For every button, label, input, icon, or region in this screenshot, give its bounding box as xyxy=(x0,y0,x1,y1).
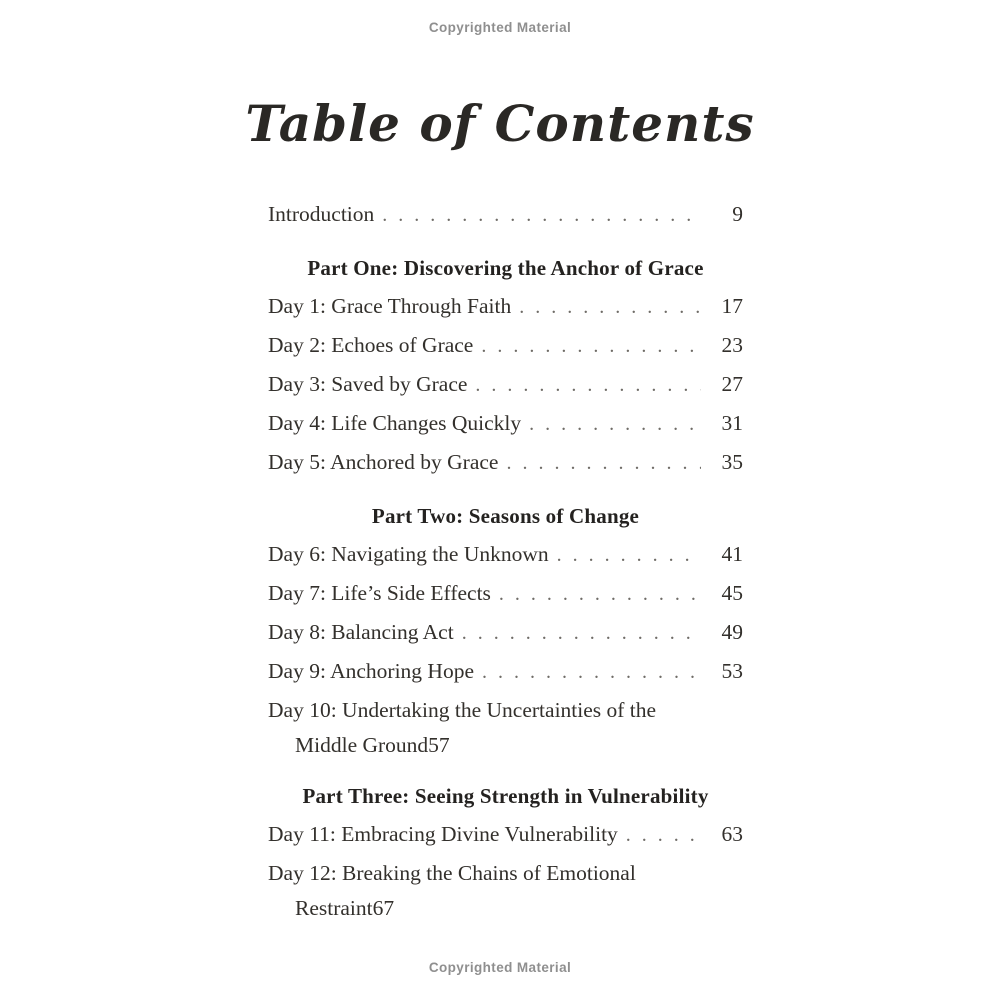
toc-entry-day-8 xyxy=(268,613,743,652)
toc-entry-label: Day 2: Echoes of Grace xyxy=(268,333,474,357)
toc-entry-page: 31 xyxy=(721,411,743,435)
toc-entry-introduction xyxy=(268,195,743,234)
toc-entry-day-12 xyxy=(268,854,743,925)
toc-entry-page: 9 xyxy=(732,202,743,226)
toc-entry-page: 67 xyxy=(372,896,395,920)
toc-entry-label-line2: Middle Ground xyxy=(295,733,429,757)
page-title: Table of Contents xyxy=(245,94,755,153)
dot-leader xyxy=(481,326,701,365)
dot-leader xyxy=(462,613,701,652)
toc-entry-label: Day 7: Life’s Side Effects xyxy=(268,581,491,605)
toc-entry-page: 23 xyxy=(721,333,743,357)
section-heading-part-two: Part Two: Seasons of Change xyxy=(371,504,640,528)
toc-entry-day-7 xyxy=(268,574,743,613)
toc-entry-label: Day 9: Anchoring Hope xyxy=(268,659,475,683)
toc-entry-page: 45 xyxy=(721,581,743,605)
dot-leader xyxy=(529,404,701,443)
toc-entry-page: 17 xyxy=(721,294,743,318)
toc-entry-day-9 xyxy=(268,652,743,691)
toc-entry-page: 63 xyxy=(721,822,743,846)
toc-entry-label: Day 11: Embracing Divine Vulnerability xyxy=(268,822,618,846)
toc-entry-label: Day 6: Navigating the Unknown xyxy=(268,542,549,566)
toc-entry-day-1 xyxy=(268,287,743,326)
toc-entry-day-6 xyxy=(268,535,743,574)
toc-entry-label-line1: Day 10: Undertaking the Uncertainties of the xyxy=(268,698,657,722)
toc-entry-page: 27 xyxy=(721,372,743,396)
toc-entry-label-line1: Day 12: Breaking the Chains of Emotional xyxy=(268,861,636,885)
toc-entry-day-10 xyxy=(268,691,743,762)
dot-leader xyxy=(499,574,701,613)
toc-entry-page: 57 xyxy=(428,733,450,757)
toc-entry-day-4 xyxy=(268,404,743,443)
toc-entry-day-11 xyxy=(268,815,743,854)
toc-entry-line2 xyxy=(268,729,743,762)
toc-entry-page: 49 xyxy=(721,620,743,644)
dot-leader xyxy=(482,652,701,691)
section-heading-part-three: Part Three: Seeing Strength in Vulnerability xyxy=(302,784,709,808)
toc-entry-label: Introduction xyxy=(268,202,375,226)
table-of-contents xyxy=(268,195,743,925)
toc-entry-day-5 xyxy=(268,443,743,482)
toc-entry-page: 53 xyxy=(721,659,743,683)
dot-leader xyxy=(506,443,701,482)
toc-entry-label: Day 4: Life Changes Quickly xyxy=(268,411,522,435)
copyright-notice-bottom: Copyrighted Material xyxy=(428,960,572,975)
toc-entry-day-3 xyxy=(268,365,743,404)
copyright-notice-top: Copyrighted Material xyxy=(428,20,572,35)
toc-entry-page: 35 xyxy=(721,450,743,474)
toc-entry-line2 xyxy=(268,892,743,925)
dot-leader xyxy=(519,287,701,326)
dot-leader xyxy=(626,815,701,854)
toc-entry-label: Day 5: Anchored by Grace xyxy=(268,450,499,474)
toc-entry-label-line2: Restraint xyxy=(295,896,373,920)
dot-leader xyxy=(557,535,701,574)
section-heading-part-one: Part One: Discovering the Anchor of Grace xyxy=(307,256,704,280)
toc-entry-label: Day 8: Balancing Act xyxy=(268,620,454,644)
dot-leader xyxy=(382,195,701,234)
toc-entry-page: 41 xyxy=(721,542,743,566)
toc-entry-label: Day 1: Grace Through Faith xyxy=(268,294,512,318)
dot-leader xyxy=(475,365,701,404)
toc-entry-day-2 xyxy=(268,326,743,365)
toc-entry-label: Day 3: Saved by Grace xyxy=(268,372,468,396)
